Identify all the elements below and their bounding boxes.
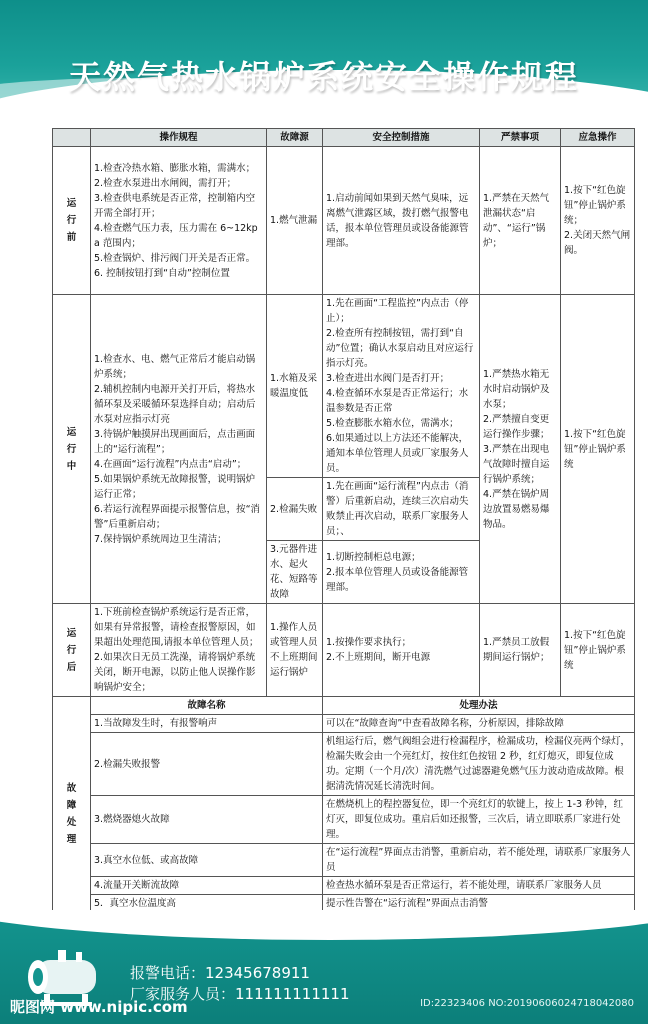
run-control-item: 1.先在画面“工程监控”内点击（停止）； [326,298,469,324]
pre-forbid: 1.严禁在天然气泄漏状态“启动”、“运行”锅炉； [480,147,561,295]
pre-steps [91,147,267,295]
pre-step: 6. 控制按钮打到“自动”控制位置 [94,267,230,279]
run-fault-3: 3.元器件进水、起火花、短路等故障 [267,541,323,604]
fault-method: 机组运行后，燃气阀组会进行检漏程序，检漏成功，检漏仪亮两个绿灯，检漏失败会由一个亮红灯，按住红色按钮 2 秒，红灯熄灭，即复位成功。定期（一个月/次）清洗燃气过滤器避免燃气压力波动造成故障。根据清洗情况延长清洗时间。 [323,733,635,796]
fault-name: 3.燃烧器熄火故障 [91,796,323,844]
run-forbid [480,295,561,604]
header-prohibited: 严禁事项 [480,129,561,147]
fault-method: 提示性告警在“运行流程”界面点击消警 [323,895,635,913]
header-procedure: 操作规程 [91,129,267,147]
run-control-item: 5.检查膨胀水箱水位，需满水； [326,418,459,429]
post-fault: 1.操作人员或管理人员不上班期间运行锅炉 [267,604,323,697]
header-blank [53,129,91,147]
post-step: 2.如果次日无员工洗澡，请将锅炉系统关闭，断开电源，以防止他人误操作影响锅炉安全； [94,652,256,693]
pre-emergency-item: 1.按下“红色旋钮”停止锅炉系统； [564,185,626,226]
category-fault-handling: 故障处理 [53,697,91,931]
pre-control: 1.启动前闻如果到天然气臭味，远离燃气泄露区域，拨打燃气报警电话，报本单位管理员或设备能源管理部。 [323,147,480,295]
run-step: 5.如果锅炉系统无故障报警，说明锅炉运行正常； [94,473,256,500]
table-row-running-1 [53,295,635,478]
run-control-item: 1.切断控制柜总电源； [326,551,421,563]
pre-step: 4.检查燃气压力表，压力需在 6~12kpa 范围内； [94,222,258,249]
fault-name: 1.当故障发生时，有报警响声 [91,715,323,733]
run-step: 4.在画面“运行流程”内点击“启动”； [94,458,247,470]
run-control-item: 6.如果通过以上方法还不能解决，通知本单位管理人员或厂家服务人员。 [326,433,469,474]
fault-name: 2.检漏失败报警 [91,733,323,796]
table-row-pre-operation [53,147,635,295]
fault-name: 4.流量开关断流故障 [91,877,323,895]
post-control-item: 2.不上班期间，断开电源 [326,652,431,663]
fault-method: 在燃烧机上的程控器复位，即一个亮红灯的软键上，按上 1-3 秒钟，红灯灭，即复位成功。重启后如还报警，三次后，请立即联系厂家进行处理。 [323,796,635,844]
run-step: 3.待锅炉触摸屏出现画面后，点击画面上的“运行流程”； [94,428,256,455]
category-running: 运行中 [53,295,91,604]
header-fault-source: 故障源 [267,129,323,147]
fault-method: 可以在“故障查询”中查看故障名称，分析原因，排除故障 [323,715,635,733]
run-emergency: 1.按下“红色旋钮”停止锅炉系统 [561,295,635,604]
run-forbid-item: 3.严禁在出现电气故障时擅自运行锅炉系统； [483,443,550,485]
run-fault-1: 1.水箱及采暖温度低 [267,295,323,478]
category-post-operation: 运行后 [53,604,91,697]
post-forbid: 1.严禁员工放假期间运行锅炉； [480,604,561,697]
alarm-phone: 报警电话：12345678911 [130,964,310,982]
run-forbid-item: 4.严禁在锅炉周边放置易燃易爆物品。 [483,488,550,530]
run-control-item: 2.报本单位管理人员或设备能源管理部。 [326,566,469,593]
service-phone: 厂家服务人员：111111111111 [130,985,350,1003]
run-control-item: 3.检查进出水阀门是否打开； [326,373,450,384]
run-fault-2: 2.检漏失败 [267,478,323,541]
run-control-item: 2.检查所有控制按钮，需打到“自动”位置；确认水泵启动且对应运行指示灯亮。 [326,328,474,369]
watermark-logo: 昵图网 www.nipic.com [10,998,188,1016]
run-step: 7.保持锅炉系统周边卫生清洁； [94,533,227,545]
procedure-table [52,128,635,964]
run-control-item: 4.检查循环水泵是否正常运行；水温参数是否正常 [326,388,469,414]
pre-step: 5.检查锅炉、排污阀门开关是否正常。 [94,252,256,264]
run-control-2: 1.先在画面“运行流程”内点击（消警）后重新启动，连续三次启动失败禁止再次启动，联系厂家服务人员；、 [323,478,480,541]
table-row [53,733,635,796]
run-control-3 [323,541,480,604]
category-pre-operation: 运行前 [53,147,91,295]
run-forbid-item: 1.严禁热水箱无水时启动锅炉及水泵； [483,368,550,410]
table-row [53,877,635,895]
image-id: ID:22323406 NO:20190606024718042080 [420,998,634,1009]
run-step: 6.若运行流程界面提示报警信息，按“消警”后重新启动； [94,503,260,530]
header-emergency: 应急操作 [561,129,635,147]
pre-step: 2.检查水泵进出水闸阀，需打开； [94,177,237,189]
fault-handling-header-row [53,697,635,715]
fault-name: 5．真空水位温度高 [91,895,323,913]
post-control-item: 1.按操作要求执行； [326,637,412,648]
pre-emergency-item: 2.关闭天然气闸阀。 [564,230,631,256]
pre-step: 1.检查冷热水箱、膨胀水箱，需满水； [94,162,256,174]
post-control [323,604,480,697]
pre-emergency [561,147,635,295]
table-header-row [53,129,635,147]
run-steps [91,295,267,604]
fault-name: 3.真空水位低、或高故障 [91,844,323,877]
fault-method-header: 处理办法 [323,697,635,715]
post-steps [91,604,267,697]
post-step: 1.下班前检查锅炉系统运行是否正常，如果有异常报警，请检查报警原因，如果超出处理范围,请报本单位管理人员； [94,607,259,648]
fault-name-header: 故障名称 [91,697,323,715]
pre-fault: 1.燃气泄漏 [267,147,323,295]
post-emergency: 1.按下“红色旋钮”停止锅炉系统 [561,604,635,697]
run-forbid-item: 2.严禁擅自变更运行操作步骤； [483,413,550,440]
table-row [53,796,635,844]
pre-step: 3.检查供电系统是否正常，控制箱内空开需全部打开； [94,192,256,219]
table-row [53,844,635,877]
run-control-1 [323,295,480,478]
fault-method: 检查热水循环泵是否正常运行，若不能处理，请联系厂家服务人员 [323,877,635,895]
table-row-post-operation [53,604,635,697]
page-title: 天然气热水锅炉系统安全操作规程 [68,58,579,96]
fault-method: 在“运行流程”界面点击消警，重新启动，若不能处理，请联系厂家服务人员 [323,844,635,877]
header-safety-measures: 安全控制措施 [323,129,480,147]
table-row [53,715,635,733]
run-step: 1.检查水、电、燃气正常后才能启动锅炉系统； [94,353,256,380]
footer-wave [0,910,648,940]
run-step: 2.辅机控制内电源开关打开后，将热水循环泵及采暖循环泵选择自动；启动后水泵对应指示灯亮 [94,383,256,425]
